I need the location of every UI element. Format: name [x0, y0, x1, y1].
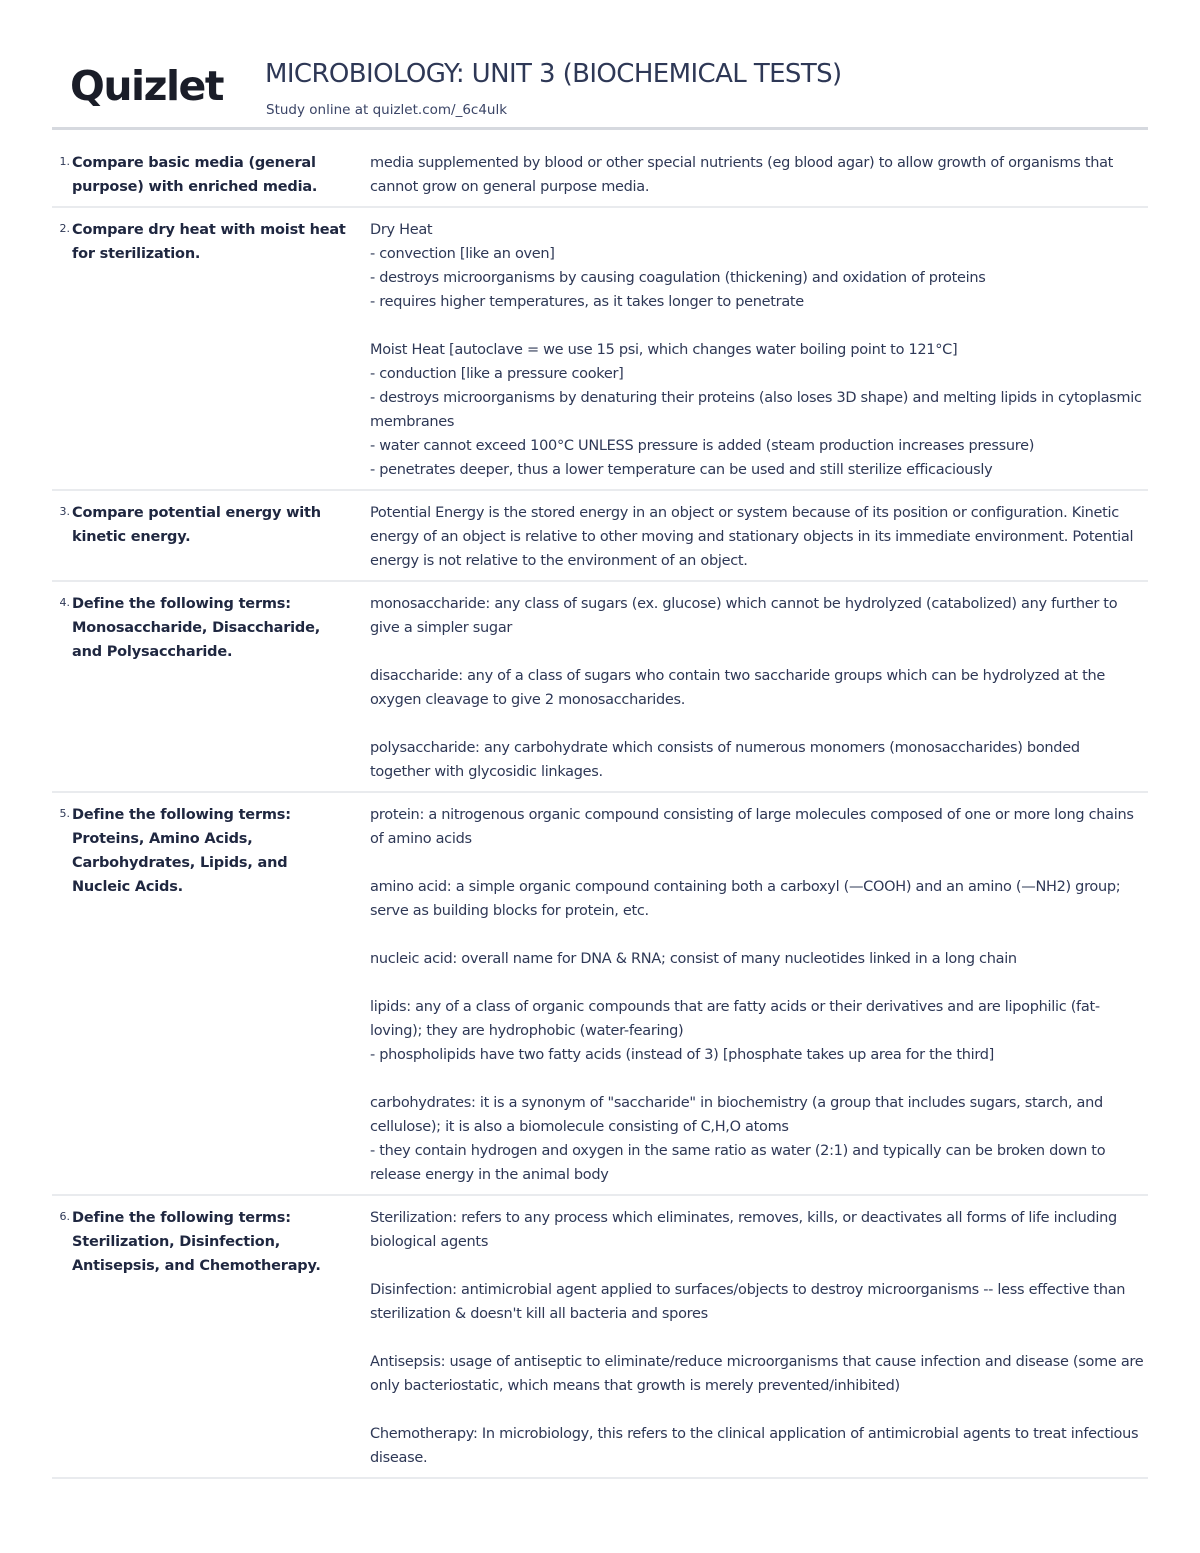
card-row [52, 216, 1148, 491]
card-row [52, 149, 1148, 208]
paragraph-gap [370, 1254, 1144, 1278]
definition-line: Moist Heat [autoclave = we use 15 psi, which changes water boiling point to 121°C] [370, 342, 958, 358]
document-page [52, 0, 1148, 1466]
paragraph-gap [370, 923, 1144, 947]
definition-line: - destroys microorganisms by causing coagulation (thickening) and oxidation of proteins [370, 270, 986, 286]
card-term: Define the following terms: Proteins, Amino Acids, Carbohydrates, Lipids, and Nucleic Acids. [72, 807, 291, 895]
card-definition [350, 501, 1148, 573]
card-row [52, 1204, 1148, 1479]
card-number: 2. [59, 222, 70, 235]
paragraph-gap [370, 640, 1144, 664]
definition-line: media supplemented by blood or other special nutrients (eg blood agar) to allow growth of organisms that cannot grow on general purpose media. [370, 155, 1114, 195]
paragraph-gap [370, 1398, 1144, 1422]
card-row [52, 801, 1148, 1196]
definition-line: - water cannot exceed 100°C UNLESS pressure is added (steam production increases pressure) [370, 438, 1035, 454]
definition-line: protein: a nitrogenous organic compound consisting of large molecules composed of one or more long chains of amino acids [370, 807, 1134, 847]
card-definition [350, 218, 1148, 482]
definition-line: - requires higher temperatures, as it takes longer to penetrate [370, 294, 804, 310]
definition-line: - convection [like an oven] [370, 246, 555, 262]
definition-line: Sterilization: refers to any process which eliminates, removes, kills, or deactivates all forms of life including biological agents [370, 1210, 1117, 1250]
card-definition [350, 592, 1148, 784]
page-title: MICROBIOLOGY: UNIT 3 (BIOCHEMICAL TESTS) [265, 59, 842, 89]
header [52, 0, 1148, 130]
card-term: Compare basic media (general purpose) with enriched media. [72, 155, 318, 195]
definition-line: Antisepsis: usage of antiseptic to eliminate/reduce microorganisms that cause infection and disease (some are only bacteriostatic, which means that growth is merely prevented/inhibited) [370, 1354, 1144, 1394]
definition-line: carbohydrates: it is a synonym of "saccharide" in biochemistry (a group that includes sugars, starch, and cellulose); it is also a biomolecule consisting of C,H,O atoms [370, 1095, 1103, 1135]
paragraph-gap [370, 1326, 1144, 1350]
card-term: Compare dry heat with moist heat for sterilization. [72, 222, 346, 262]
card-number: 4. [59, 596, 70, 609]
study-link[interactable]: Study online at quizlet.com/_6c4ulk [266, 102, 508, 118]
definition-line: Dry Heat [370, 222, 433, 238]
paragraph-gap [370, 1067, 1144, 1091]
definition-line: - they contain hydrogen and oxygen in the same ratio as water (2:1) and typically can be broken down to release energy in the animal body [370, 1143, 1106, 1183]
card-row [52, 590, 1148, 793]
card-term: Define the following terms: Monosaccharide, Disaccharide, and Polysaccharide. [72, 596, 321, 660]
paragraph-gap [370, 971, 1144, 995]
card-term: Compare potential energy with kinetic energy. [72, 505, 321, 545]
header-divider [52, 127, 1148, 130]
card-term: Define the following terms: Sterilization, Disinfection, Antisepsis, and Chemotherapy. [72, 1210, 321, 1274]
card-definition [350, 1206, 1148, 1470]
definition-line: Chemotherapy: In microbiology, this refers to the clinical application of antimicrobial agents to treat infectious disease. [370, 1426, 1139, 1466]
definition-line: monosaccharide: any class of sugars (ex. glucose) which cannot be hydrolyzed (catabolized) any further to give a simpler sugar [370, 596, 1118, 636]
definition-line: - destroys microorganisms by denaturing their proteins (also loses 3D shape) and melting lipids in cytoplasmic membranes [370, 390, 1142, 430]
card-definition [350, 151, 1148, 199]
quizlet-logo: Quizlet [70, 62, 223, 110]
definition-line: - conduction [like a pressure cooker] [370, 366, 624, 382]
definition-line: lipids: any of a class of organic compounds that are fatty acids or their derivatives and are lipophilic (fat-loving); they are hydrophobic (water-fearing) [370, 999, 1100, 1039]
card-number: 1. [59, 155, 70, 168]
definition-line: nucleic acid: overall name for DNA & RNA; consist of many nucleotides linked in a long chain [370, 951, 1017, 967]
card-number: 3. [59, 505, 70, 518]
definition-line: disaccharide: any of a class of sugars who contain two saccharide groups which can be hydrolyzed at the oxygen cleavage to give 2 monosaccharides. [370, 668, 1106, 708]
definition-line: - phospholipids have two fatty acids (instead of 3) [phosphate takes up area for the third] [370, 1047, 994, 1063]
card-row [52, 499, 1148, 582]
definition-line: amino acid: a simple organic compound containing both a carboxyl (—COOH) and an amino (—NH2) group; serve as building blocks for protein, etc. [370, 879, 1121, 919]
paragraph-gap [370, 851, 1144, 875]
card-number: 6. [59, 1210, 70, 1223]
definition-line: Disinfection: antimicrobial agent applied to surfaces/objects to destroy microorganisms -- less effective than sterilization & doesn't kill all bacteria and spores [370, 1282, 1126, 1322]
card-list [52, 149, 1148, 1487]
card-definition [350, 803, 1148, 1187]
definition-line: Potential Energy is the stored energy in an object or system because of its position or configuration. Kinetic energy of an object is relative to other moving and stationary objects in its immediate environment. Potential energy is not relative to the environment of an object. [370, 505, 1134, 569]
definition-line: - penetrates deeper, thus a lower temperature can be used and still sterilize efficaciously [370, 462, 993, 478]
card-number: 5. [59, 807, 70, 820]
paragraph-gap [370, 314, 1144, 338]
paragraph-gap [370, 712, 1144, 736]
definition-line: polysaccharide: any carbohydrate which consists of numerous monomers (monosaccharides) bonded together with glycosidic linkages. [370, 740, 1080, 780]
